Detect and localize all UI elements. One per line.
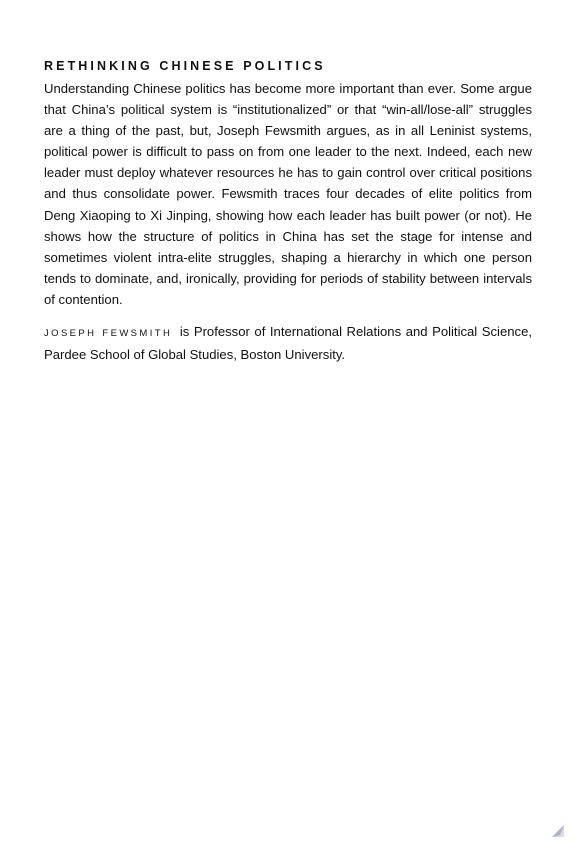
author-bio [44,321,532,365]
back-cover-text [44,58,532,365]
author-name: JOSEPH FEWSMITH [44,328,173,340]
book-description: Understanding Chinese politics has become more important than ever. Some argue that China’s political system is “institutionalized” or that “win-all/lose-all” struggles are a thing of the past, but, Joseph Fewsmith argues, as in all Leninist systems, political power is difficult to pass on from one leader to the next. Indeed, each new leader must deploy whatever resources he has to gain control over critical positions and thus consolidate power. Fewsmith traces four decades of elite politics from Deng Xiaoping to Xi Jinping, showing how each leader has built power (or not). He shows how the structure of politics in China has set the stage for intense and sometimes violent intra-elite struggles, shaping a hierarchy in which one person tends to dominate, and, ironically, providing for periods of stability between intervals of contention. [44,81,532,307]
book-title-heading: RETHINKING CHINESE POLITICS [44,59,326,73]
author-bio-text: is Professor of International Relations and Political Science, Pardee School of Global Studies, Boston University. [44,324,533,363]
page-curl-icon[interactable] [551,824,565,838]
